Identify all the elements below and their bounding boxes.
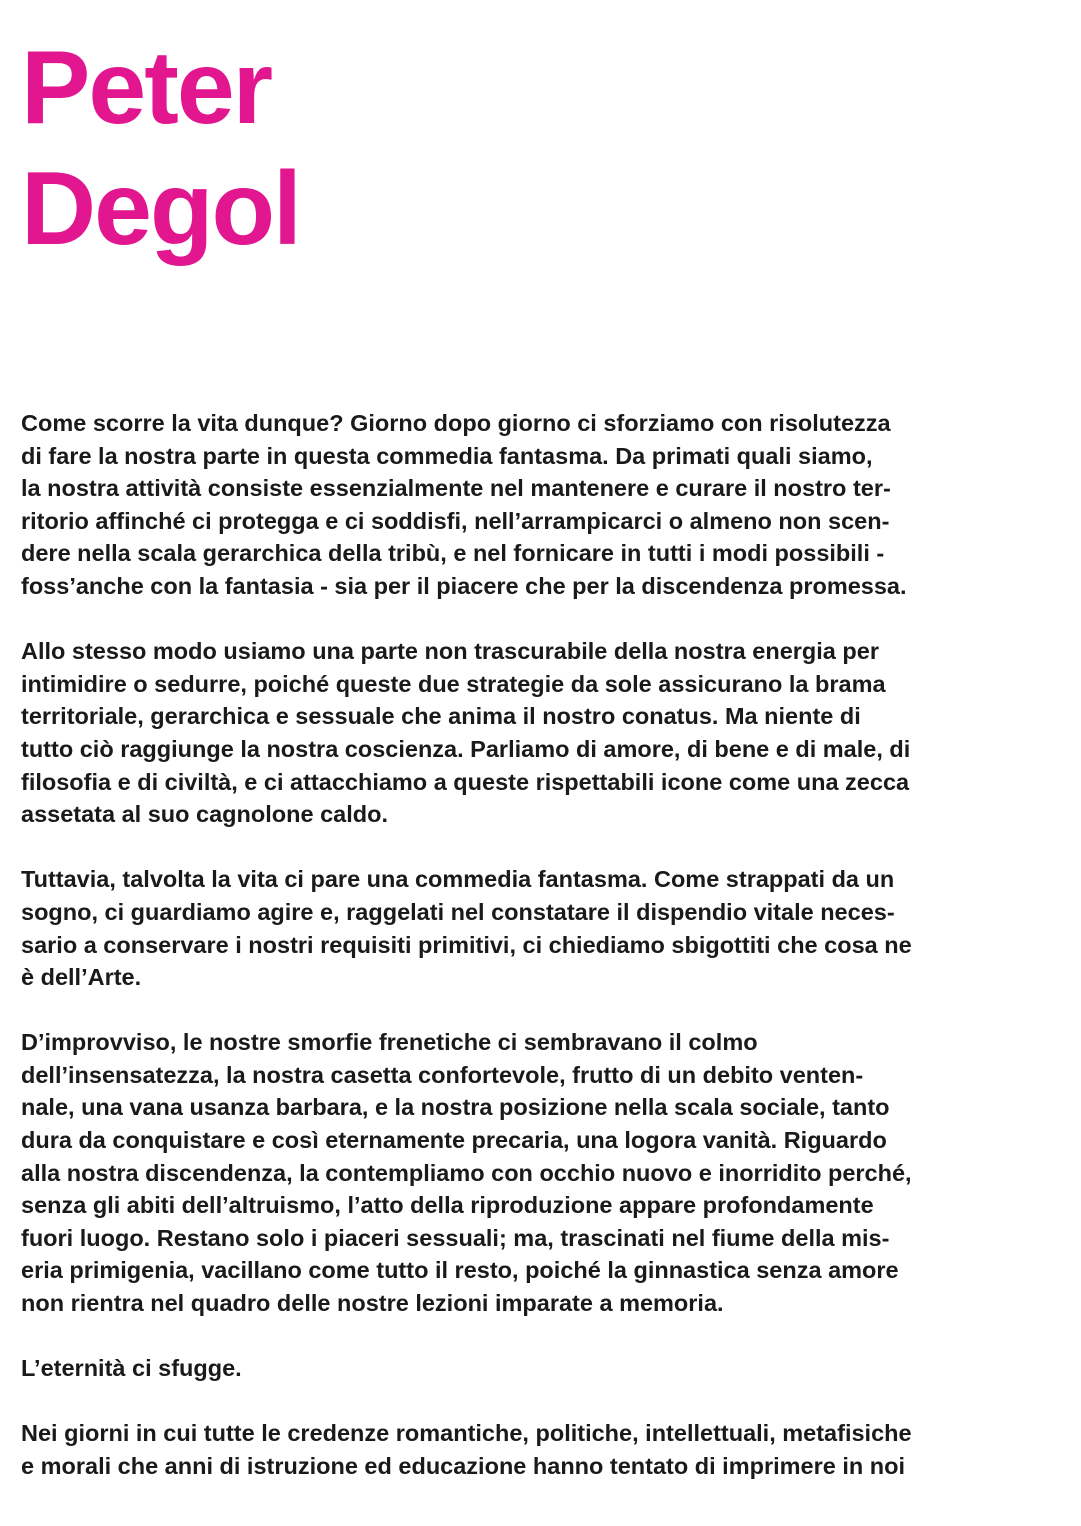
text-line: Tuttavia, talvolta la vita ci pare una commedia fantasma. Come strappati da un	[21, 866, 895, 893]
text-line: sario a conservare i nostri requisiti primitivi, ci chiediamo sbigottiti che cosa ne	[21, 931, 912, 958]
text-line: Come scorre la vita dunque? Giorno dopo giorno ci sforziamo con risolutezza	[21, 410, 891, 436]
text-line: dell’insensatezza, la nostra casetta confortevole, frutto di un debito venten-	[21, 1061, 864, 1088]
text-line: foss’anche con la fantasia - sia per il piacere che per la discendenza promessa.	[21, 572, 907, 599]
text-line: è dell’Arte.	[21, 964, 142, 991]
text-line: e morali che anni di istruzione ed educazione hanno tentato di imprimere in noi	[21, 1453, 905, 1479]
text-line: Nei giorni in cui tutte le credenze romantiche, politiche, intellettuali, metafisiche	[21, 1420, 912, 1447]
paragraph-4	[21, 1026, 1061, 1319]
text-line: di fare la nostra parte in questa commedia fantasma. Da primati quali siamo,	[21, 442, 873, 469]
body-text	[21, 407, 1061, 1515]
text-line: assetata al suo cagnolone caldo.	[21, 801, 388, 828]
text-line: tutto ciò raggiunge la nostra coscienza. Parliamo di amore, di bene e di male, di	[21, 735, 911, 762]
text-line: non rientra nel quadro delle nostre lezioni imparate a memoria.	[21, 1290, 724, 1317]
paragraph-3	[21, 863, 1061, 993]
text-line: alla nostra discendenza, la contempliamo con occhio nuovo e inorridito perché,	[21, 1159, 912, 1186]
author-last-name: Degol	[21, 151, 300, 267]
text-line: intimidire o sedurre, poiché queste due strategie da sole assicurano la brama	[21, 670, 886, 697]
text-line: nale, una vana usanza barbara, e la nostra posizione nella scala sociale, tanto	[21, 1094, 890, 1121]
text-line: sogno, ci guardiamo agire e, raggelati nel constatare il dispendio vitale neces-	[21, 898, 895, 925]
paragraph-2	[21, 635, 1061, 831]
paragraph-1	[21, 407, 1061, 603]
text-line: fuori luogo. Restano solo i piaceri sessuali; ma, trascinati nel fiume della mis-	[21, 1224, 890, 1251]
text-line: dere nella scala gerarchica della tribù, e nel fornicare in tutti i modi possibili -	[21, 540, 885, 567]
text-line: D’improvviso, le nostre smorfie frenetiche ci sembravano il colmo	[21, 1029, 758, 1056]
text-line: dura da conquistare e così eternamente precaria, una logora vanità. Riguardo	[21, 1127, 887, 1154]
author-first-name: Peter	[21, 30, 272, 146]
text-line: eria primigenia, vacillano come tutto il resto, poiché la ginnastica senza amore	[21, 1257, 899, 1284]
paragraph-5	[21, 1352, 1061, 1385]
paragraph-6	[21, 1417, 1061, 1482]
text-line: L’eternità ci sfugge.	[21, 1355, 242, 1382]
text-line: ritorio affinché ci protegga e ci soddisfi, nell’arrampicarci o almeno non scen-	[21, 507, 890, 534]
author-title	[21, 28, 300, 270]
text-line: filosofia e di civiltà, e ci attacchiamo a queste rispettabili icone come una zecca	[21, 768, 910, 795]
text-line: territoriale, gerarchica e sessuale che anima il nostro conatus. Ma niente di	[21, 703, 861, 730]
text-line: senza gli abiti dell’altruismo, l’atto della riproduzione appare profondamente	[21, 1192, 874, 1219]
text-line: la nostra attività consiste essenzialmente nel mantenere e curare il nostro ter-	[21, 475, 891, 502]
text-line: Allo stesso modo usiamo una parte non trascurabile della nostra energia per	[21, 638, 879, 665]
